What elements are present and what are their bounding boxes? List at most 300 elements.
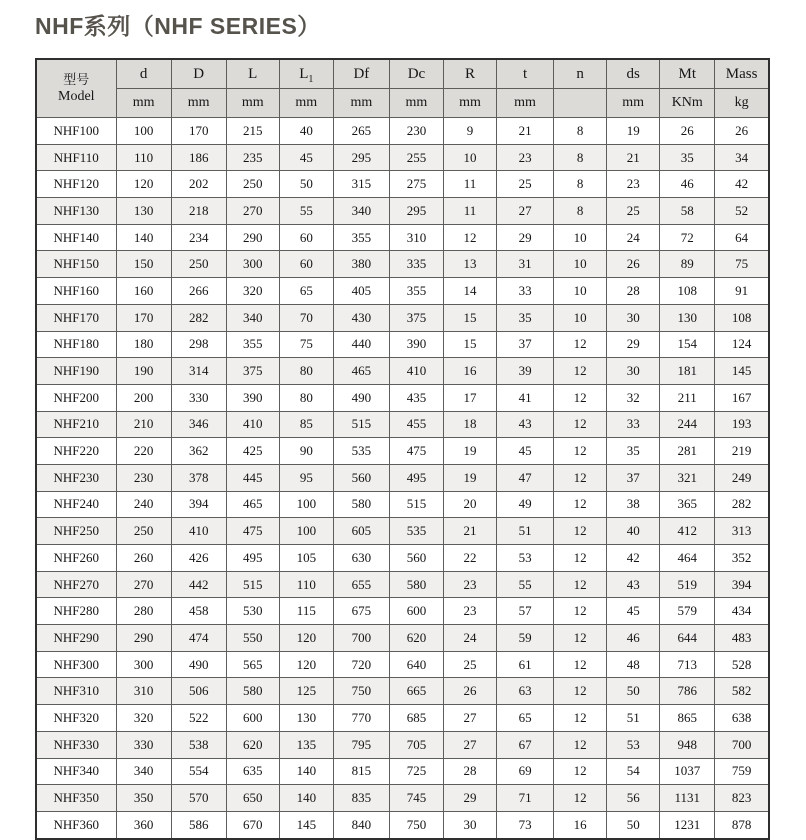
value-cell: 30 [607,304,660,331]
value-cell: 12 [554,651,607,678]
value-cell: 26 [607,251,660,278]
value-cell: 33 [607,411,660,438]
unit-header-d: mm [171,89,226,118]
value-cell: 12 [554,731,607,758]
value-cell: 705 [389,731,443,758]
value-cell: 475 [389,438,443,465]
value-cell: 515 [389,491,443,518]
value-cell: 340 [333,198,389,225]
value-cell: 75 [715,251,769,278]
value-cell: 474 [171,625,226,652]
value-cell: 52 [715,198,769,225]
unit-header-df: mm [333,89,389,118]
value-cell: 13 [443,251,496,278]
value-cell: 340 [116,758,171,785]
value-cell: 538 [171,731,226,758]
value-cell: 58 [660,198,715,225]
value-cell: 29 [607,331,660,358]
value-cell: 295 [333,144,389,171]
value-cell: 110 [116,144,171,171]
value-cell: 275 [389,171,443,198]
model-cell: NHF330 [36,731,116,758]
value-cell: 11 [443,171,496,198]
specs-table [35,58,770,840]
value-cell: 51 [607,705,660,732]
value-cell: 41 [497,384,554,411]
value-cell: 685 [389,705,443,732]
table-row [36,438,769,465]
value-cell: 759 [715,758,769,785]
value-cell: 19 [443,438,496,465]
value-cell: 202 [171,171,226,198]
value-cell: 105 [279,545,333,572]
value-cell: 465 [333,358,389,385]
value-cell: 10 [554,224,607,251]
value-cell: 620 [226,731,279,758]
value-cell: 35 [497,304,554,331]
value-cell: 40 [607,518,660,545]
value-cell: 210 [116,411,171,438]
value-cell: 8 [554,171,607,198]
value-cell: 665 [389,678,443,705]
value-cell: 560 [333,464,389,491]
model-cell: NHF250 [36,518,116,545]
value-cell: 365 [660,491,715,518]
value-cell: 53 [607,731,660,758]
value-cell: 340 [226,304,279,331]
model-cell: NHF170 [36,304,116,331]
value-cell: 215 [226,118,279,145]
value-cell: 528 [715,651,769,678]
page-title: NHF系列（NHF SERIES） [35,13,321,39]
value-cell: 25 [497,171,554,198]
value-cell: 770 [333,705,389,732]
value-cell: 38 [607,491,660,518]
value-cell: 130 [116,198,171,225]
value-cell: 80 [279,358,333,385]
value-cell: 150 [116,251,171,278]
value-cell: 410 [171,518,226,545]
column-header-mass: Mass [715,59,769,89]
value-cell: 12 [554,358,607,385]
value-cell: 70 [279,304,333,331]
value-cell: 320 [116,705,171,732]
value-cell: 282 [715,491,769,518]
value-cell: 27 [443,705,496,732]
value-cell: 56 [607,785,660,812]
value-cell: 27 [497,198,554,225]
value-cell: 580 [226,678,279,705]
value-cell: 12 [554,464,607,491]
value-cell: 181 [660,358,715,385]
value-cell: 28 [443,758,496,785]
value-cell: 230 [116,464,171,491]
value-cell: 145 [715,358,769,385]
value-cell: 49 [497,491,554,518]
value-cell: 321 [660,464,715,491]
value-cell: 85 [279,411,333,438]
model-column-header [36,59,116,118]
value-cell: 60 [279,251,333,278]
column-header-d: D [171,59,226,89]
value-cell: 23 [443,571,496,598]
value-cell: 108 [715,304,769,331]
value-cell: 255 [389,144,443,171]
value-cell: 12 [554,491,607,518]
value-cell: 24 [607,224,660,251]
value-cell: 519 [660,571,715,598]
model-cell: NHF140 [36,224,116,251]
value-cell: 21 [443,518,496,545]
value-cell: 10 [554,251,607,278]
value-cell: 130 [279,705,333,732]
table-row [36,411,769,438]
value-cell: 124 [715,331,769,358]
value-cell: 445 [226,464,279,491]
value-cell: 50 [607,811,660,838]
value-cell: 95 [279,464,333,491]
value-cell: 90 [279,438,333,465]
value-cell: 250 [116,518,171,545]
value-cell: 47 [497,464,554,491]
value-cell: 638 [715,705,769,732]
value-cell: 464 [660,545,715,572]
column-header-df: Df [333,59,389,89]
value-cell: 483 [715,625,769,652]
value-cell: 260 [116,545,171,572]
value-cell: 37 [497,331,554,358]
value-cell: 670 [226,811,279,838]
value-cell: 490 [333,384,389,411]
value-cell: 12 [554,438,607,465]
value-cell: 620 [389,625,443,652]
table-row [36,571,769,598]
value-cell: 355 [226,331,279,358]
value-cell: 506 [171,678,226,705]
table-row [36,171,769,198]
value-cell: 435 [389,384,443,411]
value-cell: 43 [497,411,554,438]
value-cell: 18 [443,411,496,438]
table-row [36,331,769,358]
value-cell: 80 [279,384,333,411]
value-cell: 375 [226,358,279,385]
value-cell: 560 [389,545,443,572]
value-cell: 235 [226,144,279,171]
value-cell: 266 [171,278,226,305]
value-cell: 12 [554,598,607,625]
value-cell: 43 [607,571,660,598]
value-cell: 55 [279,198,333,225]
value-cell: 190 [116,358,171,385]
value-cell: 39 [497,358,554,385]
value-cell: 550 [226,625,279,652]
value-cell: 1037 [660,758,715,785]
column-header-mt: Mt [660,59,715,89]
value-cell: 12 [554,571,607,598]
unit-header-mt: KNm [660,89,715,118]
value-cell: 630 [333,545,389,572]
value-cell: 26 [443,678,496,705]
value-cell: 230 [389,118,443,145]
value-cell: 786 [660,678,715,705]
value-cell: 15 [443,304,496,331]
value-cell: 495 [226,545,279,572]
table-row [36,144,769,171]
value-cell: 100 [279,491,333,518]
value-cell: 69 [497,758,554,785]
value-cell: 362 [171,438,226,465]
column-header-t: t [497,59,554,89]
value-cell: 270 [116,571,171,598]
value-cell: 53 [497,545,554,572]
value-cell: 35 [607,438,660,465]
value-cell: 250 [171,251,226,278]
value-cell: 100 [279,518,333,545]
value-cell: 375 [389,304,443,331]
value-cell: 170 [171,118,226,145]
value-cell: 61 [497,651,554,678]
value-cell: 434 [715,598,769,625]
table-row [36,118,769,145]
value-cell: 586 [171,811,226,838]
value-cell: 27 [443,731,496,758]
value-cell: 355 [333,224,389,251]
value-cell: 9 [443,118,496,145]
value-cell: 948 [660,731,715,758]
value-cell: 713 [660,651,715,678]
column-header-ds: ds [607,59,660,89]
model-cell: NHF180 [36,331,116,358]
model-cell: NHF200 [36,384,116,411]
unit-header-t: mm [497,89,554,118]
value-cell: 12 [554,625,607,652]
value-cell: 167 [715,384,769,411]
value-cell: 10 [554,304,607,331]
value-cell: 12 [554,411,607,438]
column-header-n: n [554,59,607,89]
value-cell: 352 [715,545,769,572]
value-cell: 795 [333,731,389,758]
value-cell: 522 [171,705,226,732]
value-cell: 160 [116,278,171,305]
table-row [36,705,769,732]
value-cell: 46 [607,625,660,652]
table-row [36,304,769,331]
value-cell: 1231 [660,811,715,838]
value-cell: 600 [389,598,443,625]
value-cell: 12 [443,224,496,251]
unit-header-mass: kg [715,89,769,118]
value-cell: 42 [715,171,769,198]
unit-header-dc: mm [389,89,443,118]
value-cell: 21 [497,118,554,145]
value-cell: 335 [389,251,443,278]
value-cell: 280 [116,598,171,625]
value-cell: 50 [607,678,660,705]
value-cell: 59 [497,625,554,652]
value-cell: 15 [443,331,496,358]
model-cell: NHF260 [36,545,116,572]
value-cell: 290 [116,625,171,652]
value-cell: 394 [171,491,226,518]
value-cell: 313 [715,518,769,545]
value-cell: 495 [389,464,443,491]
value-cell: 120 [279,651,333,678]
table-row [36,198,769,225]
value-cell: 314 [171,358,226,385]
value-cell: 17 [443,384,496,411]
value-cell: 67 [497,731,554,758]
value-cell: 644 [660,625,715,652]
value-cell: 26 [660,118,715,145]
value-cell: 265 [333,118,389,145]
value-cell: 14 [443,278,496,305]
value-cell: 878 [715,811,769,838]
table-header [36,59,769,118]
unit-header-ds: mm [607,89,660,118]
model-cell: NHF360 [36,811,116,838]
table-row [36,651,769,678]
value-cell: 110 [279,571,333,598]
value-cell: 8 [554,198,607,225]
model-cell: NHF290 [36,625,116,652]
value-cell: 220 [116,438,171,465]
value-cell: 582 [715,678,769,705]
value-cell: 34 [715,144,769,171]
value-cell: 180 [116,331,171,358]
model-cell: NHF220 [36,438,116,465]
value-cell: 63 [497,678,554,705]
value-cell: 290 [226,224,279,251]
table-row [36,251,769,278]
value-cell: 200 [116,384,171,411]
value-cell: 378 [171,464,226,491]
value-cell: 234 [171,224,226,251]
value-cell: 580 [389,571,443,598]
value-cell: 30 [443,811,496,838]
model-cell: NHF150 [36,251,116,278]
value-cell: 11 [443,198,496,225]
value-cell: 295 [389,198,443,225]
table-row [36,678,769,705]
model-cell: NHF110 [36,144,116,171]
value-cell: 515 [333,411,389,438]
value-cell: 8 [554,144,607,171]
value-cell: 390 [389,331,443,358]
value-cell: 23 [607,171,660,198]
value-cell: 10 [443,144,496,171]
value-cell: 29 [497,224,554,251]
value-cell: 219 [715,438,769,465]
value-cell: 700 [333,625,389,652]
value-cell: 23 [443,598,496,625]
value-cell: 475 [226,518,279,545]
value-cell: 346 [171,411,226,438]
model-header-cn: 型号 [63,71,90,87]
value-cell: 330 [171,384,226,411]
value-cell: 42 [607,545,660,572]
value-cell: 640 [389,651,443,678]
header-unit-row [36,89,769,118]
value-cell: 455 [389,411,443,438]
table-row [36,758,769,785]
value-cell: 823 [715,785,769,812]
column-header-l: L [226,59,279,89]
value-cell: 554 [171,758,226,785]
table-row [36,278,769,305]
value-cell: 30 [607,358,660,385]
value-cell: 565 [226,651,279,678]
table-row [36,785,769,812]
model-cell: NHF160 [36,278,116,305]
value-cell: 55 [497,571,554,598]
value-cell: 140 [279,758,333,785]
table-row [36,731,769,758]
value-cell: 442 [171,571,226,598]
value-cell: 815 [333,758,389,785]
value-cell: 458 [171,598,226,625]
value-cell: 840 [333,811,389,838]
value-cell: 35 [660,144,715,171]
value-cell: 140 [279,785,333,812]
value-cell: 530 [226,598,279,625]
value-cell: 57 [497,598,554,625]
column-header-l1: $L_1$ [279,59,333,89]
value-cell: 515 [226,571,279,598]
value-cell: 315 [333,171,389,198]
value-cell: 32 [607,384,660,411]
value-cell: 605 [333,518,389,545]
value-cell: 108 [660,278,715,305]
value-cell: 12 [554,678,607,705]
value-cell: 65 [279,278,333,305]
value-cell: 16 [554,811,607,838]
value-cell: 725 [389,758,443,785]
table-row [36,545,769,572]
table-row [36,464,769,491]
value-cell: 130 [660,304,715,331]
unit-header-n [554,89,607,118]
model-cell: NHF100 [36,118,116,145]
value-cell: 75 [279,331,333,358]
value-cell: 211 [660,384,715,411]
value-cell: 25 [443,651,496,678]
column-header-subscript: 1 [308,73,314,85]
value-cell: 249 [715,464,769,491]
value-cell: 270 [226,198,279,225]
value-cell: 24 [443,625,496,652]
unit-header-d: mm [116,89,171,118]
table-row [36,625,769,652]
value-cell: 8 [554,118,607,145]
value-cell: 300 [226,251,279,278]
model-cell: NHF210 [36,411,116,438]
value-cell: 412 [660,518,715,545]
table-row [36,384,769,411]
value-cell: 655 [333,571,389,598]
value-cell: 465 [226,491,279,518]
value-cell: 120 [279,625,333,652]
value-cell: 12 [554,705,607,732]
value-cell: 650 [226,785,279,812]
value-cell: 298 [171,331,226,358]
value-cell: 535 [389,518,443,545]
value-cell: 73 [497,811,554,838]
value-cell: 310 [116,678,171,705]
value-cell: 25 [607,198,660,225]
value-cell: 310 [389,224,443,251]
